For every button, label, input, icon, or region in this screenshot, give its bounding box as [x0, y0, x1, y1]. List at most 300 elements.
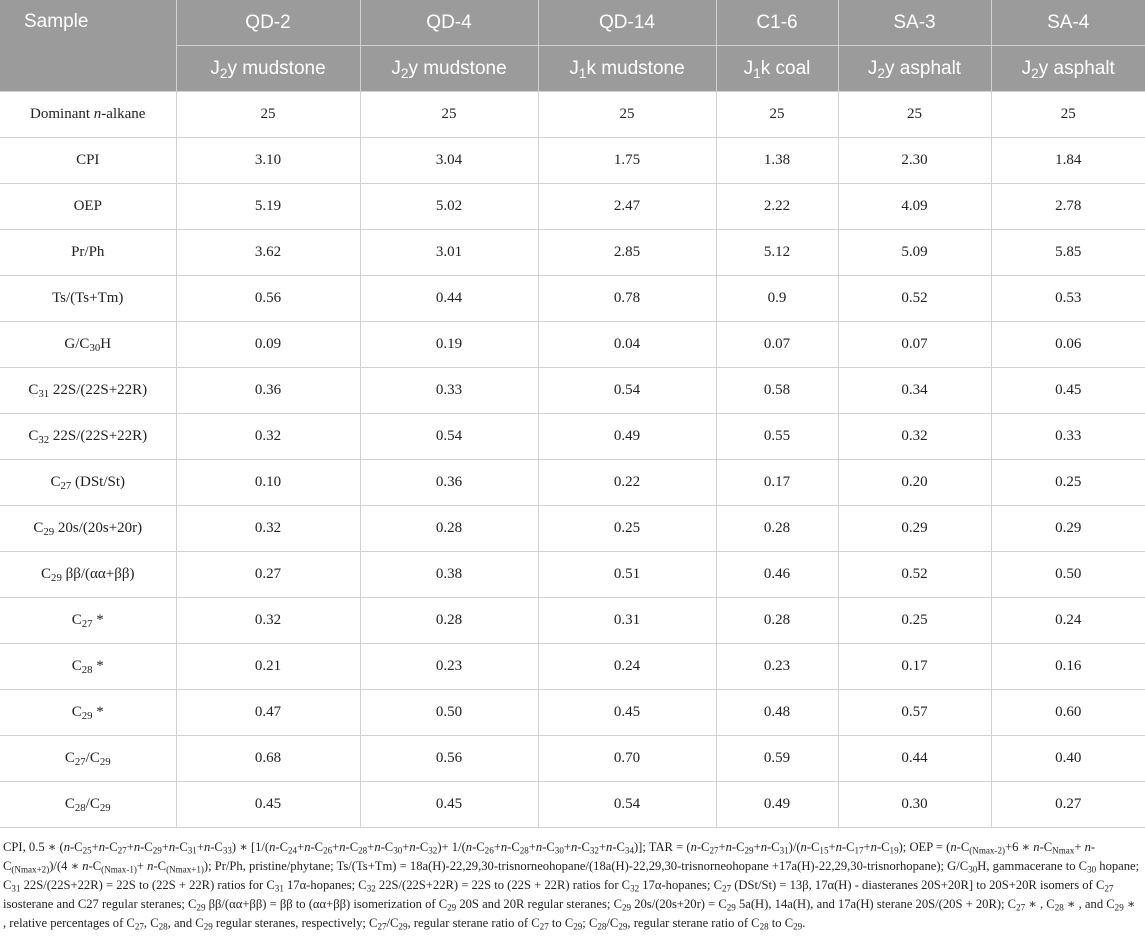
parameter-label — [0, 598, 176, 644]
value-cell: 0.44 — [360, 276, 538, 322]
footnote-text: + — [161, 840, 169, 854]
value-cell: 0.45 — [176, 782, 360, 828]
value-cell: 0.60 — [991, 690, 1145, 736]
lith-suffix: k coal — [760, 57, 811, 79]
label-text: C — [64, 750, 75, 766]
footnote-text: , regular sterane ratio of C — [407, 916, 540, 930]
footnote-subscript: 24 — [288, 845, 298, 856]
label-text: C — [71, 658, 82, 674]
value-cell: 0.04 — [538, 322, 716, 368]
value-cell: 5.09 — [838, 230, 991, 276]
value-cell: 0.32 — [176, 506, 360, 552]
footnote-text: + — [91, 840, 99, 854]
footnote-text: -C — [415, 840, 429, 854]
label-subscript: 29 — [99, 802, 111, 815]
value-cell: 0.23 — [716, 644, 838, 690]
footnote-text: ); OEP = ( — [898, 840, 951, 854]
footnote-text: -C — [175, 840, 188, 854]
value-cell: 0.20 — [838, 460, 991, 506]
value-cell: 0.56 — [360, 736, 538, 782]
sample-header: C1-6 — [716, 0, 838, 46]
footnote-subscript: 29 — [793, 921, 803, 932]
footnote-subscript: 19 — [889, 845, 899, 856]
footnote-text: -C — [1039, 840, 1053, 854]
value-cell: 0.27 — [991, 782, 1145, 828]
footnote-text: -C — [542, 840, 555, 854]
footnote-text: ); Pr/Ph, pristine/phytane; Ts/(Ts+Tm) = 18a(H)-22,29,30-trisnorneohopane/(18a(H)-22,29,30-trisnorneohopane +17a(H)-22,29,30-trisnorhopane); G/C — [203, 859, 969, 873]
footnote-text: ∗ , C — [1025, 897, 1055, 911]
value-cell: 0.30 — [838, 782, 991, 828]
label-text: C — [50, 474, 61, 490]
footnote-subscript: (Nmax+2) — [11, 864, 50, 875]
lithology-header — [538, 46, 716, 92]
value-cell: 3.10 — [176, 138, 360, 184]
footnote-subscript: 31 — [187, 845, 197, 856]
value-cell: 0.50 — [991, 552, 1145, 598]
value-cell: 0.45 — [538, 690, 716, 736]
footnote-text: -C — [731, 840, 745, 854]
value-cell: 3.04 — [360, 138, 538, 184]
lith-subscript: 2 — [219, 65, 228, 81]
value-cell: 3.01 — [360, 230, 538, 276]
footnote-text: -C — [766, 840, 780, 854]
footnote-text: + — [598, 840, 607, 854]
value-cell: 0.47 — [176, 690, 360, 736]
table-row — [0, 276, 1145, 322]
value-cell: 0.54 — [360, 414, 538, 460]
lith-prefix: J — [1021, 57, 1032, 79]
value-cell: 0.19 — [360, 322, 538, 368]
footnote-text: + — [493, 840, 501, 854]
parameter-label — [0, 184, 176, 230]
footnote-text: 17α-hopanes; C — [283, 878, 367, 892]
value-cell: 2.47 — [538, 184, 716, 230]
footnote-italic: n — [147, 859, 154, 873]
footnote-text: + — [297, 840, 305, 854]
footnote-text: ∗ , relative percentages of C — [3, 897, 1136, 930]
footnote-subscript: 31 — [274, 883, 284, 894]
parameter-label — [0, 230, 176, 276]
value-cell: 0.51 — [538, 552, 716, 598]
footnote-text: ; C — [582, 916, 598, 930]
footnote-subscript: 28 — [1054, 902, 1064, 913]
parameter-label — [0, 782, 176, 828]
footnote-subscript: 28 — [358, 845, 368, 856]
footnote-subscript: 30 — [968, 864, 978, 875]
footnote-text: + — [528, 840, 536, 854]
label-text: H — [100, 336, 112, 352]
footnote-text: + — [863, 840, 871, 854]
footnote-text: 22S/(22S+22R) = 22S to (22S + 22R) ratios for C — [375, 878, 631, 892]
label-subscript: 29 — [43, 526, 55, 539]
label-text: C — [64, 796, 75, 812]
footnote-italic: n — [304, 840, 311, 854]
footnote-text: + — [563, 840, 571, 854]
value-cell: 25 — [838, 92, 991, 138]
table-row — [0, 184, 1145, 230]
value-cell: 0.29 — [991, 506, 1145, 552]
footnote-text: -C — [69, 840, 83, 854]
footnote-subscript: 29 — [621, 902, 632, 913]
value-cell: 0.9 — [716, 276, 838, 322]
footnote-text: -C — [696, 840, 710, 854]
footnote-text: ββ/(αα+ββ) = ββ to (αα+ββ) isomerization of C — [205, 897, 448, 911]
footnote-subscript: 32 — [366, 883, 376, 894]
value-cell: 0.54 — [538, 368, 716, 414]
footnote-text: CPI, 0.5 ∗ ( — [3, 840, 64, 854]
label-subscript: 29 — [99, 756, 111, 769]
footnote-subscript: 29 — [1114, 902, 1124, 913]
value-cell: 0.21 — [176, 644, 360, 690]
lith-suffix: y mudstone — [408, 57, 507, 79]
footnote-text: hopane; C — [3, 859, 1140, 892]
lith-suffix: y asphalt — [1038, 57, 1115, 79]
footnote-text: to C — [768, 916, 794, 930]
footnote-text: -C — [210, 840, 223, 854]
footnote-subscript: (Nmax+1) — [166, 864, 204, 875]
footnote-subscript: (Nmax-2) — [969, 845, 1005, 856]
footnote-italic: n — [374, 840, 381, 854]
footnote-text: to C — [548, 916, 574, 930]
value-cell: 0.25 — [991, 460, 1145, 506]
label-text: 20s/(20s+20r) — [54, 520, 143, 536]
lithology-header — [360, 46, 538, 92]
value-cell: 0.28 — [360, 506, 538, 552]
footnote-italic: n — [800, 840, 807, 854]
footnote-subscript: 30 — [393, 845, 403, 856]
footnote-italic: n — [690, 840, 697, 854]
table-row — [0, 138, 1145, 184]
sample-header: QD-2 — [176, 0, 360, 46]
value-cell: 0.24 — [538, 644, 716, 690]
footnote-subscript: 29 — [573, 921, 583, 932]
lithology-header — [991, 46, 1145, 92]
table-row — [0, 736, 1145, 782]
footnote-subscript: 27 — [134, 921, 144, 932]
value-cell: 0.33 — [991, 414, 1145, 460]
table-row — [0, 552, 1145, 598]
table-footnote — [0, 828, 1145, 933]
sample-header: SA-3 — [838, 0, 991, 46]
footnote-subscript: 32 — [630, 883, 640, 894]
label-text: * — [92, 704, 104, 720]
value-cell: 2.22 — [716, 184, 838, 230]
footnote-text: , and C — [167, 916, 204, 930]
footnote-subscript: 27 — [709, 845, 719, 856]
value-cell: 0.49 — [538, 414, 716, 460]
value-cell: 0.32 — [176, 414, 360, 460]
footnote-subscript: 33 — [222, 845, 232, 856]
footnote-subscript: 27 — [1104, 883, 1114, 894]
footnote-text: . — [802, 916, 806, 930]
lith-prefix: J — [391, 57, 401, 79]
footnote-text: + — [332, 840, 340, 854]
value-cell: 0.40 — [991, 736, 1145, 782]
footnote-italic: n — [835, 840, 842, 854]
parameter-label — [0, 506, 176, 552]
value-cell: 1.38 — [716, 138, 838, 184]
label-italic: n — [93, 106, 102, 122]
sample-header: SA-4 — [991, 0, 1145, 46]
table-row — [0, 644, 1145, 690]
footnote-text: -C — [876, 840, 890, 854]
footnote-text: , regular sterane ratio of C — [627, 916, 760, 930]
footnote-italic: n — [950, 840, 957, 854]
lithology-header — [176, 46, 360, 92]
footnote-subscript: 29 — [618, 921, 628, 932]
footnote-text: -C — [806, 840, 820, 854]
lith-prefix: J — [867, 57, 878, 79]
footnote-subscript: 29 — [196, 902, 206, 913]
lith-subscript: 2 — [877, 65, 886, 81]
footnote-text: 17α-hopanes; C — [639, 878, 722, 892]
footnote-subscript: 27 — [539, 921, 549, 932]
value-cell: 0.70 — [538, 736, 716, 782]
label-subscript: 30 — [89, 342, 101, 355]
label-subscript: 28 — [81, 664, 93, 677]
footnote-italic: n — [570, 840, 578, 854]
footnote-text: -C — [275, 840, 289, 854]
footnote-text: )/(4 ∗ — [49, 859, 83, 873]
footnote-subscript: 26 — [323, 845, 333, 856]
label-text: C — [33, 520, 44, 536]
footnote-italic: n — [63, 840, 70, 854]
label-text: * — [92, 658, 104, 674]
footnote-subscript: Nmax — [1052, 845, 1075, 856]
value-cell: 25 — [991, 92, 1145, 138]
footnote-text: +6 ∗ — [1005, 840, 1034, 854]
parameter-label — [0, 276, 176, 322]
label-text: * — [92, 612, 104, 628]
footnote-italic: n — [760, 840, 767, 854]
value-cell: 0.25 — [838, 598, 991, 644]
value-cell: 0.36 — [360, 460, 538, 506]
value-cell: 5.85 — [991, 230, 1145, 276]
table-row — [0, 460, 1145, 506]
value-cell: 2.85 — [538, 230, 716, 276]
value-cell: 0.29 — [838, 506, 991, 552]
lith-suffix: k mudstone — [586, 57, 685, 79]
table-row — [0, 506, 1145, 552]
footnote-subscript: 29 — [203, 921, 213, 932]
label-subscript: 29 — [51, 572, 62, 585]
lithology-header — [716, 46, 838, 92]
label-subscript: 31 — [38, 388, 50, 401]
table-row — [0, 230, 1145, 276]
footnote-text: regular steranes, respectively; C — [212, 916, 378, 930]
value-cell: 0.17 — [716, 460, 838, 506]
footnote-subscript: 25 — [82, 845, 92, 856]
footnote-text: 20s/(20s+20r) = C — [631, 897, 727, 911]
value-cell: 0.28 — [716, 506, 838, 552]
value-cell: 0.16 — [991, 644, 1145, 690]
footnote-subscript: 28 — [597, 921, 607, 932]
table-row — [0, 92, 1145, 138]
value-cell: 0.27 — [176, 552, 360, 598]
footnote-italic: n — [465, 840, 473, 854]
value-cell: 0.07 — [838, 322, 991, 368]
parameter-label — [0, 138, 176, 184]
value-cell: 0.32 — [176, 598, 360, 644]
footnote-subscript: 27 — [377, 921, 387, 932]
parameter-label — [0, 322, 176, 368]
footnote-subscript: 28 — [519, 845, 529, 856]
value-cell: 2.78 — [991, 184, 1145, 230]
value-cell: 0.54 — [538, 782, 716, 828]
label-text: (DSt/St) — [71, 474, 126, 490]
label-text: C — [71, 704, 82, 720]
footnote-italic: n — [1033, 840, 1040, 854]
label-subscript: 29 — [81, 710, 93, 723]
footnote-text: -C — [88, 859, 102, 873]
value-cell: 3.62 — [176, 230, 360, 276]
footnote-italic: n — [870, 840, 877, 854]
value-cell: 0.31 — [538, 598, 716, 644]
value-cell: 5.12 — [716, 230, 838, 276]
footnote-text: + — [718, 840, 726, 854]
value-cell: 0.44 — [838, 736, 991, 782]
footnote-subscript: 26 — [484, 845, 494, 856]
label-text: /C — [85, 796, 100, 812]
label-text: Ts/(Ts+Tm) — [52, 290, 124, 306]
footnote-text: 22S/(22S+22R) = 22S to (22S + 22R) ratios for C — [20, 878, 275, 892]
footnote-subscript: (Nmax-1) — [101, 864, 137, 875]
label-text: -alkane — [101, 106, 146, 122]
footnote-text: ∗ , and C — [1063, 897, 1115, 911]
footnote-subscript: 28 — [759, 921, 769, 932]
footnote-italic: n — [1084, 840, 1091, 854]
label-text: Pr/Ph — [71, 244, 105, 260]
footnote-text: -C — [507, 840, 520, 854]
value-cell: 0.22 — [538, 460, 716, 506]
footnote-text: + — [1074, 840, 1085, 854]
table-row — [0, 368, 1145, 414]
value-cell: 25 — [716, 92, 838, 138]
footnote-subscript: 29 — [152, 845, 162, 856]
value-cell: 2.30 — [838, 138, 991, 184]
footnote-italic: n — [535, 840, 543, 854]
value-cell: 0.52 — [838, 276, 991, 322]
lith-prefix: J — [569, 57, 579, 79]
footnote-text: -C — [153, 859, 167, 873]
footnote-subscript: 30 — [554, 845, 564, 856]
sample-column-header: Sample — [0, 0, 176, 92]
footnote-italic: n — [339, 840, 346, 854]
label-text: C — [28, 428, 39, 444]
value-cell: 0.32 — [838, 414, 991, 460]
footnote-text: -C — [3, 840, 1096, 873]
footnote-italic: n — [500, 840, 508, 854]
value-cell: 0.09 — [176, 322, 360, 368]
lithology-header — [838, 46, 991, 92]
lith-suffix: y mudstone — [227, 57, 326, 79]
label-subscript: 27 — [60, 480, 72, 493]
footnote-italic: n — [269, 840, 276, 854]
footnote-italic: n — [606, 840, 613, 854]
label-text: OEP — [73, 198, 102, 214]
lith-suffix: y asphalt — [885, 57, 962, 79]
value-cell: 0.56 — [176, 276, 360, 322]
parameter-label — [0, 690, 176, 736]
value-cell: 25 — [360, 92, 538, 138]
footnote-text: /C — [386, 916, 399, 930]
value-cell: 0.17 — [838, 644, 991, 690]
value-cell: 0.33 — [360, 368, 538, 414]
value-cell: 0.36 — [176, 368, 360, 414]
lith-subscript: 2 — [400, 65, 409, 81]
label-text: C — [28, 382, 39, 398]
footnote-subscript: 30 — [1087, 864, 1097, 875]
value-cell: 0.55 — [716, 414, 838, 460]
value-cell: 0.23 — [360, 644, 538, 690]
footnote-text: -C — [345, 840, 359, 854]
value-cell: 5.02 — [360, 184, 538, 230]
footnote-subscript: 29 — [398, 921, 408, 932]
value-cell: 0.49 — [716, 782, 838, 828]
table-row — [0, 690, 1145, 736]
lith-subscript: 1 — [578, 65, 587, 81]
footnote-italic: n — [725, 840, 732, 854]
footnote-italic: n — [82, 859, 89, 873]
footnote-text: )+ 1/( — [437, 840, 466, 854]
label-subscript: 27 — [74, 756, 86, 769]
footnote-text: -C — [956, 840, 970, 854]
table-row — [0, 598, 1145, 644]
value-cell: 0.45 — [360, 782, 538, 828]
value-cell: 0.50 — [360, 690, 538, 736]
value-cell: 0.59 — [716, 736, 838, 782]
footnote-text: -C — [310, 840, 324, 854]
footnote-text: isosterane and C27 regular steranes; C — [3, 897, 197, 911]
parameter-label — [0, 552, 176, 598]
label-text: C — [71, 612, 82, 628]
footnote-subscript: 17 — [854, 845, 864, 856]
footnote-text: -C — [105, 840, 118, 854]
value-cell: 0.10 — [176, 460, 360, 506]
parameter-label — [0, 460, 176, 506]
footnote-subscript: 15 — [819, 845, 829, 856]
footnote-text: (DSt/St) = 13β, 17α(H) - diasteranes 20S+20R] to 20S+20R isomers of C — [731, 878, 1105, 892]
footnote-text: H, gammacerane to C — [977, 859, 1088, 873]
footnote-subscript: 34 — [624, 845, 634, 856]
footnote-text: -C — [140, 840, 153, 854]
footnote-text: /C — [606, 916, 619, 930]
table-row — [0, 414, 1145, 460]
value-cell: 25 — [538, 92, 716, 138]
value-cell: 0.68 — [176, 736, 360, 782]
label-text: G/C — [64, 336, 90, 352]
value-cell: 0.38 — [360, 552, 538, 598]
value-cell: 0.24 — [991, 598, 1145, 644]
value-cell: 0.48 — [716, 690, 838, 736]
lith-prefix: J — [743, 57, 754, 79]
label-subscript: 28 — [74, 802, 86, 815]
value-cell: 0.45 — [991, 368, 1145, 414]
parameter-label — [0, 414, 176, 460]
value-cell: 25 — [176, 92, 360, 138]
label-text: 22S/(22S+22R) — [49, 428, 148, 444]
lith-prefix: J — [210, 57, 220, 79]
footnote-text: + — [136, 859, 148, 873]
value-cell: 0.57 — [838, 690, 991, 736]
value-cell: 0.78 — [538, 276, 716, 322]
value-cell: 0.28 — [360, 598, 538, 644]
footnote-text: + — [196, 840, 204, 854]
table-row — [0, 322, 1145, 368]
value-cell: 0.07 — [716, 322, 838, 368]
footnote-text: 20S and 20R regular steranes; C — [456, 897, 622, 911]
footnote-subscript: 32 — [589, 845, 599, 856]
